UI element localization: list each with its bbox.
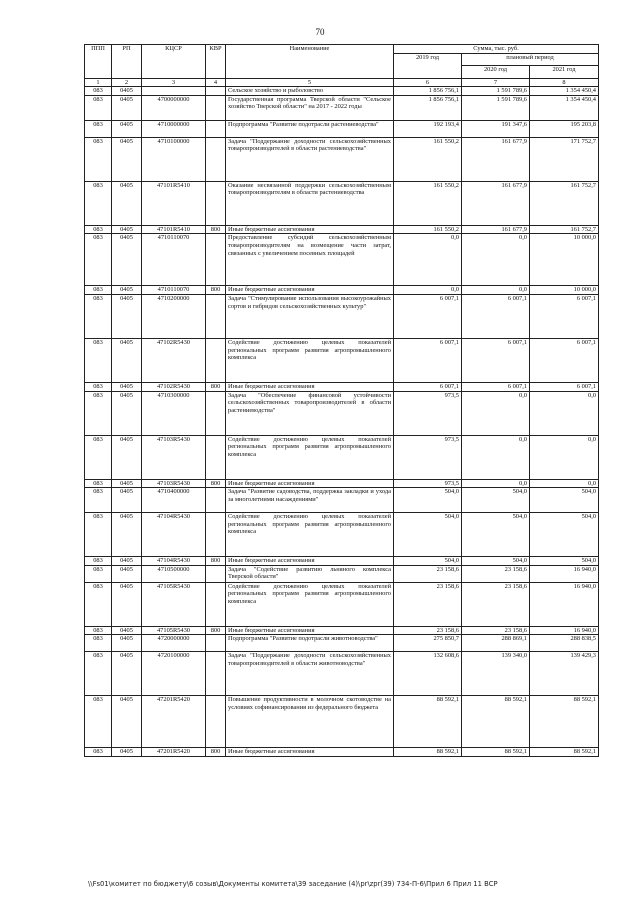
row-name: Задача "Поддержание доходности сельскохозяйственных товаропроизводителей в области растениеводства" xyxy=(226,137,394,181)
row-value-2019: 504,0 xyxy=(394,557,462,566)
row-value-2019: 88 592,1 xyxy=(394,748,462,757)
row-value-2019: 192 193,4 xyxy=(394,120,462,137)
row-ppp: 083 xyxy=(85,513,112,557)
row-value-2019: 504,0 xyxy=(394,488,462,513)
column-number: 3 xyxy=(142,78,206,87)
row-kvr: 800 xyxy=(206,382,226,391)
table-row xyxy=(85,435,599,479)
row-value-2020: 1 591 789,6 xyxy=(462,95,530,120)
header-planned: плановый период xyxy=(462,53,599,66)
row-kcsr: 4710200000 xyxy=(142,294,206,338)
row-value-2020: 191 347,6 xyxy=(462,120,530,137)
row-kcsr: 4710100000 xyxy=(142,137,206,181)
table-row xyxy=(85,95,599,120)
table-row xyxy=(85,748,599,757)
row-kcsr: 47104R5430 xyxy=(142,557,206,566)
row-kcsr: 47101R5410 xyxy=(142,225,206,234)
row-kcsr: 47104R5430 xyxy=(142,513,206,557)
row-rp: 0405 xyxy=(112,696,142,748)
row-name: Оказание несвязанной поддержки сельскохозяйственным товаропроизводителям в области растениеводства xyxy=(226,181,394,225)
row-value-2019: 161 550,2 xyxy=(394,137,462,181)
row-value-2021: 0,0 xyxy=(530,435,599,479)
row-value-2019: 23 158,6 xyxy=(394,565,462,582)
row-ppp: 083 xyxy=(85,748,112,757)
row-rp: 0405 xyxy=(112,435,142,479)
column-number: 2 xyxy=(112,78,142,87)
row-kvr xyxy=(206,137,226,181)
row-value-2021: 195 203,8 xyxy=(530,120,599,137)
row-ppp: 083 xyxy=(85,181,112,225)
row-name: Иные бюджетные ассигнования xyxy=(226,382,394,391)
row-rp: 0405 xyxy=(112,234,142,286)
row-kvr: 800 xyxy=(206,479,226,488)
row-value-2021: 10 000,0 xyxy=(530,234,599,286)
row-value-2020: 0,0 xyxy=(462,391,530,435)
row-ppp: 083 xyxy=(85,286,112,295)
row-value-2020: 0,0 xyxy=(462,234,530,286)
row-value-2020: 6 007,1 xyxy=(462,382,530,391)
row-name: Повышение продуктивности в молочном скотоводстве на условиях софинансирования из федерального бюджета xyxy=(226,696,394,748)
row-value-2019: 973,5 xyxy=(394,391,462,435)
row-kvr: 800 xyxy=(206,748,226,757)
column-number: 1 xyxy=(85,78,112,87)
table-row xyxy=(85,479,599,488)
header-name: Наименование xyxy=(226,45,394,79)
row-value-2019: 161 550,2 xyxy=(394,225,462,234)
row-rp: 0405 xyxy=(112,391,142,435)
row-value-2019: 88 592,1 xyxy=(394,696,462,748)
row-kvr xyxy=(206,582,226,626)
row-ppp: 083 xyxy=(85,95,112,120)
row-value-2019: 161 550,2 xyxy=(394,181,462,225)
row-ppp: 083 xyxy=(85,137,112,181)
row-name: Задача "Стимулирование использования высокоурожайных сортов и гибридов сельскохозяйственных культур" xyxy=(226,294,394,338)
row-value-2020: 23 158,6 xyxy=(462,565,530,582)
row-rp: 0405 xyxy=(112,338,142,382)
row-value-2019: 6 007,1 xyxy=(394,338,462,382)
row-ppp: 083 xyxy=(85,225,112,234)
row-rp: 0405 xyxy=(112,286,142,295)
row-kcsr: 4710110070 xyxy=(142,286,206,295)
header-2019: 2019 год xyxy=(394,53,462,78)
row-value-2021: 1 354 450,4 xyxy=(530,87,599,96)
row-value-2019: 1 856 756,1 xyxy=(394,87,462,96)
row-kcsr: 47102R5430 xyxy=(142,338,206,382)
row-kvr xyxy=(206,95,226,120)
table-row xyxy=(85,225,599,234)
page-number: 70 xyxy=(315,27,325,37)
row-value-2019: 0,0 xyxy=(394,234,462,286)
row-name: Задача "Поддержание доходности сельскохозяйственных товаропроизводителей в области животноводства" xyxy=(226,652,394,696)
row-kvr xyxy=(206,696,226,748)
column-number: 5 xyxy=(226,78,394,87)
header-2020: 2020 год xyxy=(462,66,530,79)
table-row xyxy=(85,557,599,566)
row-value-2019: 504,0 xyxy=(394,513,462,557)
row-kcsr: 47103R5430 xyxy=(142,435,206,479)
row-value-2020: 23 158,6 xyxy=(462,626,530,635)
row-value-2019: 973,5 xyxy=(394,435,462,479)
row-name: Подпрограмма "Развитие подотрасли животноводства" xyxy=(226,635,394,652)
row-rp: 0405 xyxy=(112,626,142,635)
header-kvr: КВР xyxy=(206,45,226,79)
table-row xyxy=(85,626,599,635)
row-kcsr: 4710400000 xyxy=(142,488,206,513)
row-kvr: 800 xyxy=(206,626,226,635)
row-name: Подпрограмма "Развитие подотрасли растениеводства" xyxy=(226,120,394,137)
row-ppp: 083 xyxy=(85,635,112,652)
row-name: Иные бюджетные ассигнования xyxy=(226,286,394,295)
table-row xyxy=(85,652,599,696)
row-kcsr: 4710000000 xyxy=(142,120,206,137)
row-rp: 0405 xyxy=(112,382,142,391)
row-rp: 0405 xyxy=(112,565,142,582)
row-ppp: 083 xyxy=(85,565,112,582)
row-value-2020: 1 591 789,6 xyxy=(462,87,530,96)
row-ppp: 083 xyxy=(85,479,112,488)
row-kvr xyxy=(206,181,226,225)
budget-table xyxy=(84,44,599,757)
table-row xyxy=(85,488,599,513)
row-rp: 0405 xyxy=(112,225,142,234)
row-rp: 0405 xyxy=(112,652,142,696)
row-value-2021: 10 000,0 xyxy=(530,286,599,295)
row-value-2020: 6 007,1 xyxy=(462,338,530,382)
row-kcsr: 4720100000 xyxy=(142,652,206,696)
row-value-2020: 0,0 xyxy=(462,286,530,295)
row-rp: 0405 xyxy=(112,294,142,338)
table-row xyxy=(85,391,599,435)
header-ppp: ППП xyxy=(85,45,112,79)
header-sum: Сумма, тыс. руб. xyxy=(394,45,599,54)
row-kvr xyxy=(206,120,226,137)
row-value-2021: 161 752,7 xyxy=(530,225,599,234)
header-2021: 2021 год xyxy=(530,66,599,79)
row-value-2020: 0,0 xyxy=(462,479,530,488)
row-name: Задача "Обеспечение финансовой устойчивости сельскохозяйственных товаропроизводителей в области растениеводства" xyxy=(226,391,394,435)
table-row xyxy=(85,87,599,96)
row-value-2020: 88 592,1 xyxy=(462,696,530,748)
row-ppp: 083 xyxy=(85,391,112,435)
row-kvr xyxy=(206,87,226,96)
table-row xyxy=(85,120,599,137)
row-name: Задача "Содействие развитию льняного комплекса Тверской области" xyxy=(226,565,394,582)
row-ppp: 083 xyxy=(85,626,112,635)
row-kvr xyxy=(206,391,226,435)
row-value-2019: 6 007,1 xyxy=(394,382,462,391)
row-value-2021: 171 752,7 xyxy=(530,137,599,181)
row-kcsr: 47105R5430 xyxy=(142,626,206,635)
row-name: Содействие достижению целевых показателей региональных программ развития агропромышленного комплекса xyxy=(226,513,394,557)
row-ppp: 083 xyxy=(85,234,112,286)
row-name: Содействие достижению целевых показателей региональных программ развития агропромышленного комплекса xyxy=(226,338,394,382)
row-value-2021: 88 592,1 xyxy=(530,748,599,757)
row-value-2019: 23 158,6 xyxy=(394,582,462,626)
table-row xyxy=(85,696,599,748)
row-kcsr: 4720000000 xyxy=(142,635,206,652)
table-row xyxy=(85,338,599,382)
row-value-2021: 504,0 xyxy=(530,557,599,566)
row-value-2021: 0,0 xyxy=(530,391,599,435)
column-numbers-row xyxy=(85,78,599,87)
row-kcsr: 47101R5410 xyxy=(142,181,206,225)
row-kvr xyxy=(206,635,226,652)
row-kvr: 800 xyxy=(206,286,226,295)
row-kvr xyxy=(206,652,226,696)
row-name: Содействие достижению целевых показателей региональных программ развития агропромышленного комплекса xyxy=(226,582,394,626)
column-number: 8 xyxy=(530,78,599,87)
row-value-2019: 23 158,6 xyxy=(394,626,462,635)
row-value-2020: 88 592,1 xyxy=(462,748,530,757)
row-ppp: 083 xyxy=(85,488,112,513)
row-ppp: 083 xyxy=(85,294,112,338)
row-kvr xyxy=(206,435,226,479)
table-row xyxy=(85,382,599,391)
table-row xyxy=(85,137,599,181)
header-kcsr: КЦСР xyxy=(142,45,206,79)
row-kvr xyxy=(206,234,226,286)
row-value-2021: 88 592,1 xyxy=(530,696,599,748)
row-value-2021: 139 429,3 xyxy=(530,652,599,696)
row-rp: 0405 xyxy=(112,582,142,626)
row-kcsr: 4710110070 xyxy=(142,234,206,286)
row-kvr: 800 xyxy=(206,557,226,566)
row-kvr xyxy=(206,513,226,557)
row-value-2019: 0,0 xyxy=(394,286,462,295)
row-value-2021: 16 940,0 xyxy=(530,626,599,635)
row-ppp: 083 xyxy=(85,338,112,382)
row-value-2021: 16 940,0 xyxy=(530,582,599,626)
row-name: Государственная программа Тверской области "Сельское хозяйство Тверской области" на 2017 - 2022 годы xyxy=(226,95,394,120)
row-rp: 0405 xyxy=(112,87,142,96)
row-ppp: 083 xyxy=(85,582,112,626)
row-value-2020: 161 677,9 xyxy=(462,137,530,181)
row-value-2019: 132 608,6 xyxy=(394,652,462,696)
row-value-2020: 504,0 xyxy=(462,513,530,557)
row-value-2021: 504,0 xyxy=(530,513,599,557)
row-name: Иные бюджетные ассигнования xyxy=(226,225,394,234)
row-value-2019: 6 007,1 xyxy=(394,294,462,338)
table-row xyxy=(85,582,599,626)
row-rp: 0405 xyxy=(112,513,142,557)
row-value-2020: 504,0 xyxy=(462,488,530,513)
row-ppp: 083 xyxy=(85,382,112,391)
row-name: Иные бюджетные ассигнования xyxy=(226,626,394,635)
row-value-2021: 161 752,7 xyxy=(530,181,599,225)
row-kcsr: 47102R5430 xyxy=(142,382,206,391)
table-row xyxy=(85,286,599,295)
row-ppp: 083 xyxy=(85,435,112,479)
row-kcsr: 47201R5420 xyxy=(142,748,206,757)
row-value-2021: 1 354 450,4 xyxy=(530,95,599,120)
row-kcsr: 47105R5430 xyxy=(142,582,206,626)
row-rp: 0405 xyxy=(112,137,142,181)
row-kcsr xyxy=(142,87,206,96)
row-kcsr: 4700000000 xyxy=(142,95,206,120)
row-value-2020: 6 007,1 xyxy=(462,294,530,338)
row-kcsr: 4710500000 xyxy=(142,565,206,582)
row-rp: 0405 xyxy=(112,488,142,513)
row-rp: 0405 xyxy=(112,95,142,120)
row-value-2021: 288 838,5 xyxy=(530,635,599,652)
row-value-2021: 16 940,0 xyxy=(530,565,599,582)
row-name: Предоставление субсидий сельскохозяйственным товаропроизводителям на возмещение части затрат, связанных с увеличением посевных площадей xyxy=(226,234,394,286)
row-kvr xyxy=(206,565,226,582)
row-name: Содействие достижению целевых показателей региональных программ развития агропромышленного комплекса xyxy=(226,435,394,479)
row-kvr xyxy=(206,488,226,513)
column-number: 6 xyxy=(394,78,462,87)
footer-path: \\Fs01\комитет по бюджету\6 созыв\Документы комитета\39 заседание (4)\pr\zpr(39) 734-П-6\Прил 6 Прил 11 ВСР xyxy=(88,880,498,888)
row-ppp: 083 xyxy=(85,652,112,696)
row-value-2020: 23 158,6 xyxy=(462,582,530,626)
row-kcsr: 47201R5420 xyxy=(142,696,206,748)
row-rp: 0405 xyxy=(112,479,142,488)
column-number: 7 xyxy=(462,78,530,87)
row-value-2019: 1 856 756,1 xyxy=(394,95,462,120)
row-value-2020: 504,0 xyxy=(462,557,530,566)
row-rp: 0405 xyxy=(112,120,142,137)
row-value-2019: 973,5 xyxy=(394,479,462,488)
table-row xyxy=(85,513,599,557)
row-value-2019: 275 850,7 xyxy=(394,635,462,652)
column-number: 4 xyxy=(206,78,226,87)
row-value-2021: 6 007,1 xyxy=(530,338,599,382)
row-ppp: 083 xyxy=(85,120,112,137)
row-value-2021: 6 007,1 xyxy=(530,294,599,338)
row-rp: 0405 xyxy=(112,557,142,566)
row-ppp: 083 xyxy=(85,557,112,566)
table-row xyxy=(85,234,599,286)
row-value-2020: 0,0 xyxy=(462,435,530,479)
row-kcsr: 4710300000 xyxy=(142,391,206,435)
row-ppp: 083 xyxy=(85,87,112,96)
row-name: Сельское хозяйство и рыболовство xyxy=(226,87,394,96)
row-rp: 0405 xyxy=(112,635,142,652)
row-value-2021: 0,0 xyxy=(530,479,599,488)
row-value-2020: 161 677,9 xyxy=(462,225,530,234)
header-rp: РП xyxy=(112,45,142,79)
table-row xyxy=(85,181,599,225)
row-kcsr: 47103R5430 xyxy=(142,479,206,488)
row-kvr xyxy=(206,338,226,382)
row-value-2020: 139 340,0 xyxy=(462,652,530,696)
row-name: Задача "Развитие садоводства, поддержка закладки и ухода за многолетними насаждениями" xyxy=(226,488,394,513)
row-name: Иные бюджетные ассигнования xyxy=(226,479,394,488)
row-kvr xyxy=(206,294,226,338)
table-row xyxy=(85,635,599,652)
row-value-2020: 288 869,1 xyxy=(462,635,530,652)
row-value-2021: 6 007,1 xyxy=(530,382,599,391)
row-rp: 0405 xyxy=(112,748,142,757)
row-name: Иные бюджетные ассигнования xyxy=(226,557,394,566)
row-kvr: 800 xyxy=(206,225,226,234)
row-rp: 0405 xyxy=(112,181,142,225)
table-row xyxy=(85,294,599,338)
row-name: Иные бюджетные ассигнования xyxy=(226,748,394,757)
row-value-2021: 504,0 xyxy=(530,488,599,513)
row-value-2020: 161 677,9 xyxy=(462,181,530,225)
row-ppp: 083 xyxy=(85,696,112,748)
table-row xyxy=(85,565,599,582)
